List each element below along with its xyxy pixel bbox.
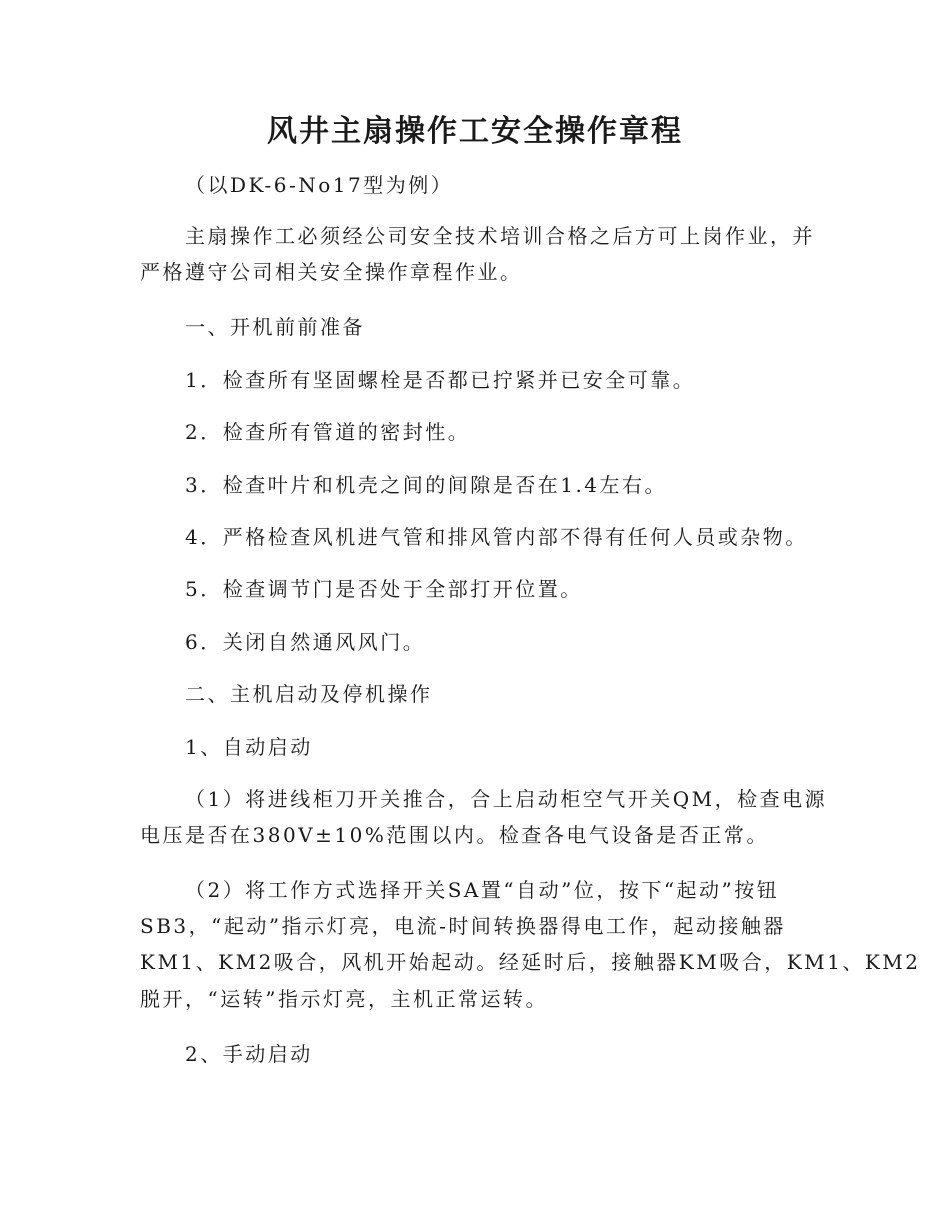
para-2-line-2: SB3，“起动”指示灯亮，电流-时间转换器得电工作，起动接触器 — [140, 914, 786, 938]
para-1-line-1: （1）将进线柜刀开关推合，合上启动柜空气开关QM，检查电源 — [185, 787, 828, 811]
section-1-item-4: 4．严格检查风机进气管和排风管内部不得有任何人员或杂物。 — [185, 525, 808, 549]
section-2-sub-2: 2、手动启动 — [185, 1042, 313, 1066]
section-1-heading: 一、开机前前准备 — [185, 315, 365, 339]
intro-line-2: 严格遵守公司相关安全操作章程作业。 — [140, 260, 523, 284]
para-2-line-3: KM1、KM2吸合，风机开始起动。经延时后，接触器KM吸合，KM1、KM2 — [140, 950, 921, 974]
document-subtitle: （以DK-6-No17型为例） — [185, 173, 454, 197]
section-2-sub-1: 1、自动启动 — [185, 735, 313, 759]
para-1-line-2: 电压是否在380V±10%范围以内。检查各电气设备是否正常。 — [140, 823, 769, 847]
para-2-line-4: 脱开，“运转”指示灯亮，主机正常运转。 — [140, 987, 548, 1011]
document-title: 风井主扇操作工安全操作章程 — [267, 114, 683, 149]
intro-line-1: 主扇操作工必须经公司安全技术培训合格之后方可上岗作业，并 — [185, 224, 815, 248]
section-1-item-3: 3．检查叶片和机壳之间的间隙是否在1.4左右。 — [185, 473, 668, 497]
section-1-item-5: 5．检查调节门是否处于全部打开位置。 — [185, 577, 583, 601]
section-2-heading: 二、主机启动及停机操作 — [185, 682, 433, 706]
section-1-item-2: 2．检查所有管道的密封性。 — [185, 420, 471, 444]
section-1-item-1: 1．检查所有坚固螺栓是否都已拧紧并已安全可靠。 — [185, 368, 696, 392]
para-2-line-1: （2）将工作方式选择开关SA置“自动”位，按下“起动”按钮 — [185, 878, 780, 902]
section-1-item-6: 6．关闭自然通风风门。 — [185, 630, 426, 654]
